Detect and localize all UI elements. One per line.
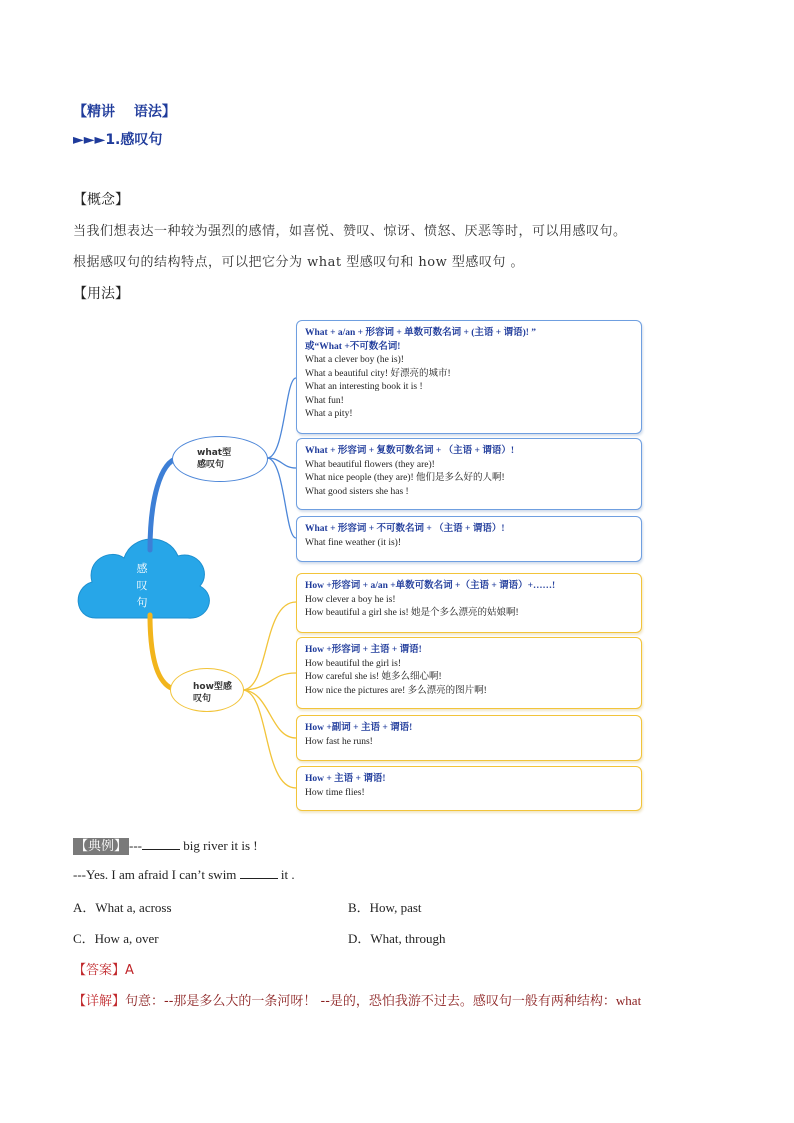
answer-label: 【答案】 <box>73 963 126 978</box>
example-line: What beautiful flowers (they are)! <box>305 459 435 470</box>
how-node: how型感 叹句 <box>170 668 244 712</box>
how-box-4: How + 主语 + 谓语! How time flies! <box>296 766 642 811</box>
arrows-icon: ►►► <box>73 132 106 148</box>
question-line-2: ---Yes. I am afraid I can’t swim it . <box>73 867 295 882</box>
example-line: What a pity! <box>305 409 353 419</box>
option-a: A．What a, across <box>73 900 172 915</box>
example-line: How clever a boy he is! <box>305 594 396 605</box>
concept-line-2: 根据感叹句的结构特点，可以把它分为 what 型感叹句和 how 型感叹句 。 <box>73 255 524 270</box>
concept-line-1: 当我们想表达一种较为强烈的感情，如喜悦、赞叹、惊讶、愤怒、厌恶等时，可以用感叹句。 <box>73 224 627 239</box>
question-line-1: 【典例】 --- big river it is ! <box>75 838 258 854</box>
example-line: How fast he runs! <box>305 736 373 747</box>
example-line: How careful she is! 她多么细心啊! <box>305 672 442 682</box>
what-box-1: What + a/an + 形容词 + 单数可数名词 + (主语 + 谓语)! ” 或“What +不可数名词! What a clever boy (he is)! What a beautiful city! 好漂亮的城市! What an interesting book it is ! What fun! What a pity! <box>296 320 642 434</box>
what-box-3: What + 形容词 + 不可数名词 + （主语 + 谓语）! What fine weather (it is)! <box>296 516 642 562</box>
detail-text: 句意：--那是多么大的一条河呀！ --是的，恐怕我游不过去。感叹句一般有两种结构： <box>125 994 616 1009</box>
answer-value: A <box>125 963 134 978</box>
cloud-label: 感 叹 句 <box>136 562 148 609</box>
detail-label: 【详解】 <box>73 994 126 1009</box>
example-line: What fine weather (it is)! <box>305 537 402 548</box>
example-line: How beautiful a girl she is! 她是个多么漂亮的姑娘啊! <box>305 608 519 618</box>
example-line: How nice the pictures are! 多么漂亮的图片啊! <box>305 685 487 696</box>
option-c: C．How a, over <box>73 931 159 946</box>
what-box-2: What + 形容词 + 复数可数名词 + （主语 + 谓语）! What beautiful flowers (they are)! What nice people (they are)! 他们是多么好的人啊! What good sisters she has ! <box>296 438 642 510</box>
example-tag: 【典例】 <box>75 839 128 854</box>
example-line: How beautiful the girl is! <box>305 658 402 669</box>
example-line: What a beautiful city! 好漂亮的城市! <box>305 368 451 379</box>
example-line: What nice people (they are)! 他们是多么好的人啊! <box>305 473 505 483</box>
detail-line <box>73 990 641 1009</box>
topic-title: 1.感叹句 <box>105 132 163 148</box>
option-b: B．How, past <box>348 900 422 915</box>
example-line: What a clever boy (he is)! <box>305 355 404 365</box>
answer-line <box>73 959 134 978</box>
how-box-2: How +形容词 + 主语 + 谓语! How beautiful the girl is! How careful she is! 她多么细心啊! How nice the pictures are! 多么漂亮的图片啊! <box>296 637 642 709</box>
option-d: D．What, through <box>348 931 446 946</box>
example-line: How time flies! <box>305 787 365 798</box>
detail-tail: what <box>615 993 642 1008</box>
example-line: What fun! <box>305 395 344 406</box>
answer-blank-2 <box>240 866 278 879</box>
section-title: 【精讲 语法】 <box>73 104 176 120</box>
answer-blank-1 <box>142 837 180 850</box>
what-node: what型 感叹句 <box>172 436 268 482</box>
how-box-1: How +形容词 + a/an +单数可数名词 +（主语 + 谓语）+……! How clever a boy he is! How beautiful a girl she is! 她是个多么漂亮的姑娘啊! <box>296 573 642 633</box>
usage-label: 【用法】 <box>73 286 129 302</box>
example-line: What good sisters she has ! <box>305 486 409 497</box>
concept-label: 【概念】 <box>73 192 129 208</box>
how-box-3: How +副词 + 主语 + 谓语! How fast he runs! <box>296 715 642 761</box>
example-line: What an interesting book it is ! <box>305 382 423 392</box>
